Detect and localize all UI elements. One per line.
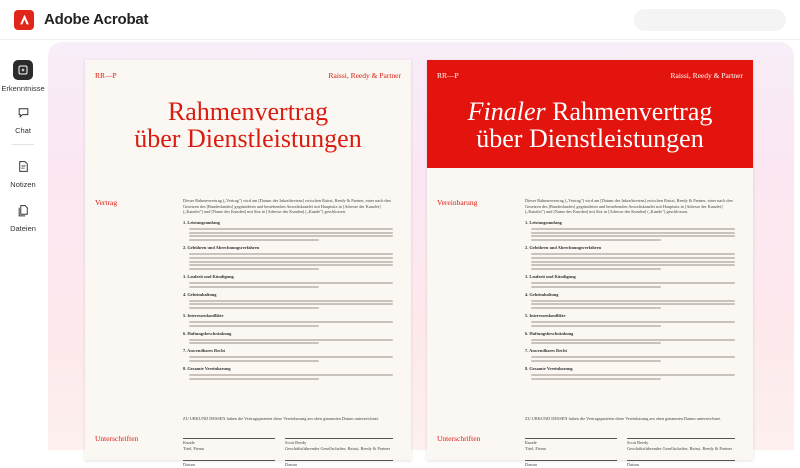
section-text-line [531, 360, 661, 362]
contract-section [525, 366, 735, 380]
contract-section [183, 348, 393, 362]
rail-label: Dateien [10, 224, 36, 233]
section-text-line [189, 232, 393, 234]
firm-name: Raissi, Reedy & Partner [328, 71, 401, 80]
section-text-line [189, 253, 393, 255]
contract-section [183, 366, 393, 380]
section-text-line [531, 374, 735, 376]
section-text-line [531, 339, 735, 341]
client-name: Kunde [183, 440, 195, 445]
document-header [427, 60, 753, 168]
closing-statement: ZU URKUND DESSEN haben die Vertragsparteien diese Vereinbarung am oben genannten Datum unterzeichnet. [525, 416, 721, 421]
section-text-line [189, 321, 393, 323]
search-field[interactable] [634, 9, 786, 31]
document-header [85, 60, 411, 168]
document-canvas [48, 42, 794, 467]
app-header [0, 0, 800, 40]
section-text-line [189, 307, 319, 309]
contract-section [183, 313, 393, 327]
section-title: 4. Geheimhaltung [183, 291, 217, 297]
rail-label: Erkenntnisse [1, 84, 45, 93]
section-title: 8. Gesamte Vereinbarung [525, 365, 573, 371]
contract-intro: Dieser Rahmenvertrag („Vertrag") wird am [Datum des Inkrafttretens] zwischen Raissi, Reedy & Partner, einer nach den Gesetzen des [Bundeslandes] gegründeten und bestehenden Anwaltskanzlei mit Hauptsitz in [Adresse der Kanzlei] („Kanzlei") und [Name des Kunden] mit Sitz in [Adresse des Kunden] („Kunde") geschlossen. [525, 198, 733, 215]
section-title: 5. Interessenkonflikte [525, 313, 566, 319]
section-text-line [531, 268, 661, 270]
section-text-line [531, 307, 661, 309]
rail-item-notizen[interactable] [0, 156, 46, 189]
section-text-line [189, 228, 393, 230]
section-title: 2. Gebühren und Abrechnungsverfahren [183, 245, 260, 251]
section-label-vertrag: Vertrag [95, 198, 118, 207]
section-title: 3. Laufzeit und Kündigung [183, 274, 234, 280]
section-text-line [531, 378, 661, 380]
title-line-1: Rahmenvertrag [167, 97, 329, 126]
section-title: 5. Interessenkonflikte [183, 313, 224, 319]
section-label-vereinbarung: Vereinbarung [437, 198, 478, 207]
title-line-2: über Dienstleistungen [134, 124, 362, 153]
section-text-line [531, 286, 661, 288]
section-text-line [531, 300, 735, 302]
section-text-line [189, 374, 393, 376]
firm-signer-name: Scott Reedy [285, 440, 307, 445]
section-text-line [189, 342, 319, 344]
signature-line-client [183, 438, 275, 439]
date-label: Datum [285, 462, 297, 467]
closing-statement: ZU URKUND DESSEN haben die Vertragsparteien diese Vereinbarung am oben genannten Datum unterzeichnet. [183, 416, 379, 421]
contract-sections [183, 220, 393, 384]
chat-bubble-icon [13, 102, 33, 122]
firm-monogram: RR—P [437, 71, 459, 80]
section-text-line [531, 342, 661, 344]
document-title [427, 98, 753, 152]
section-title: 3. Laufzeit und Kündigung [525, 274, 576, 280]
section-text-line [189, 356, 393, 358]
section-title: 1. Leistungsumfang [183, 220, 220, 225]
date-line-firm [627, 460, 735, 461]
section-title: 7. Anwendbares Recht [525, 348, 567, 354]
section-text-line [531, 257, 735, 259]
document-draft[interactable] [85, 60, 411, 467]
date-label: Datum [525, 462, 537, 467]
contract-section [525, 348, 735, 362]
title-rest: Rahmenvertrag [545, 97, 713, 126]
contract-section [525, 313, 735, 327]
section-text-line [189, 264, 393, 266]
rail-label: Chat [15, 126, 31, 135]
firm-signature-block [627, 440, 739, 451]
left-rail [0, 44, 46, 450]
section-text-line [531, 356, 735, 358]
section-text-line [531, 235, 735, 237]
notes-icon [13, 156, 33, 176]
contract-section [183, 245, 393, 270]
section-text-line [189, 339, 393, 341]
rail-item-chat[interactable] [0, 102, 46, 135]
section-title: 6. Haftungsbeschränkung [183, 330, 232, 336]
section-text-line [189, 325, 319, 327]
firm-monogram: RR—P [95, 71, 117, 80]
section-text-line [189, 286, 319, 288]
section-title: 2. Gebühren und Abrechnungsverfahren [525, 245, 602, 251]
signatures-label: Unterschriften [95, 434, 139, 443]
rail-divider [12, 144, 34, 145]
section-text-line [531, 325, 661, 327]
section-title: 1. Leistungsumfang [525, 220, 562, 225]
client-name: Kunde [525, 440, 537, 445]
app-title: Adobe Acrobat [44, 11, 149, 28]
section-text-line [189, 239, 319, 241]
rail-item-dateien[interactable] [0, 200, 46, 233]
section-text-line [189, 300, 393, 302]
client-title: Titel, Firma [525, 445, 546, 451]
acrobat-logo-icon [14, 10, 34, 30]
contract-section [525, 220, 735, 241]
date-line-client [525, 460, 617, 461]
section-text-line [531, 239, 661, 241]
sparkle-note-icon [13, 60, 33, 80]
contract-section [525, 274, 735, 288]
document-final[interactable] [427, 60, 753, 467]
section-text-line [531, 282, 735, 284]
client-signature-block [183, 440, 204, 451]
contract-intro: Dieser Rahmenvertrag („Vertrag") wird am [Datum des Inkrafttretens] zwischen Raissi, Reedy & Partner, einer nach den Gesetzen des [Bundeslandes] gegründeten und bestehenden Anwaltskanzlei mit Hauptsitz in [Adresse der Kanzlei] („Kanzlei") und [Name des Kunden] mit Sitz in [Adresse des Kunden] („Kunde") geschlossen. [183, 198, 391, 215]
files-icon [13, 200, 33, 220]
section-text-line [189, 303, 393, 305]
firm-signer-title: Geschäftsführender Gesellschafter, Raissi, Reedy & Partner [285, 445, 391, 451]
document-title [85, 98, 411, 152]
section-title: 4. Geheimhaltung [525, 291, 559, 297]
contract-section [183, 274, 393, 288]
contract-section [525, 292, 735, 309]
section-title: 6. Haftungsbeschränkung [525, 330, 574, 336]
section-text-line [189, 257, 393, 259]
date-line-client [183, 460, 275, 461]
section-text-line [189, 282, 393, 284]
contract-section [183, 292, 393, 309]
signature-line-firm [627, 438, 735, 439]
signatures-label: Unterschriften [437, 434, 481, 443]
firm-name: Raissi, Reedy & Partner [670, 71, 743, 80]
contract-section [183, 220, 393, 241]
client-signature-block [525, 440, 546, 451]
section-text-line [189, 360, 319, 362]
section-text-line [531, 253, 735, 255]
rail-item-erkenntnisse[interactable] [0, 60, 46, 93]
date-label: Datum [627, 462, 639, 467]
firm-signer-title: Geschäftsführender Gesellschafter, Raissi, Reedy & Partner [627, 445, 733, 451]
client-title: Titel, Firma [183, 445, 204, 451]
section-text-line [531, 228, 735, 230]
signature-line-client [525, 438, 617, 439]
contract-section [183, 331, 393, 345]
section-text-line [531, 303, 735, 305]
date-line-firm [285, 460, 393, 461]
signature-line-firm [285, 438, 393, 439]
rail-label: Notizen [10, 180, 36, 189]
section-text-line [531, 321, 735, 323]
title-line-1 [427, 98, 753, 125]
contract-sections [525, 220, 735, 384]
section-text-line [189, 235, 393, 237]
section-text-line [531, 264, 735, 266]
firm-signature-block [285, 440, 397, 451]
section-text-line [189, 378, 319, 380]
title-emphasis: Finaler [467, 97, 546, 126]
section-title: 8. Gesamte Vereinbarung [183, 365, 231, 371]
section-title: 7. Anwendbares Recht [183, 348, 225, 354]
section-text-line [531, 232, 735, 234]
firm-signer-name: Scott Reedy [627, 440, 649, 445]
section-text-line [189, 261, 393, 263]
section-text-line [531, 261, 735, 263]
title-line-2: über Dienstleistungen [476, 124, 704, 153]
date-label: Datum [183, 462, 195, 467]
contract-section [525, 331, 735, 345]
contract-section [525, 245, 735, 270]
section-text-line [189, 268, 319, 270]
